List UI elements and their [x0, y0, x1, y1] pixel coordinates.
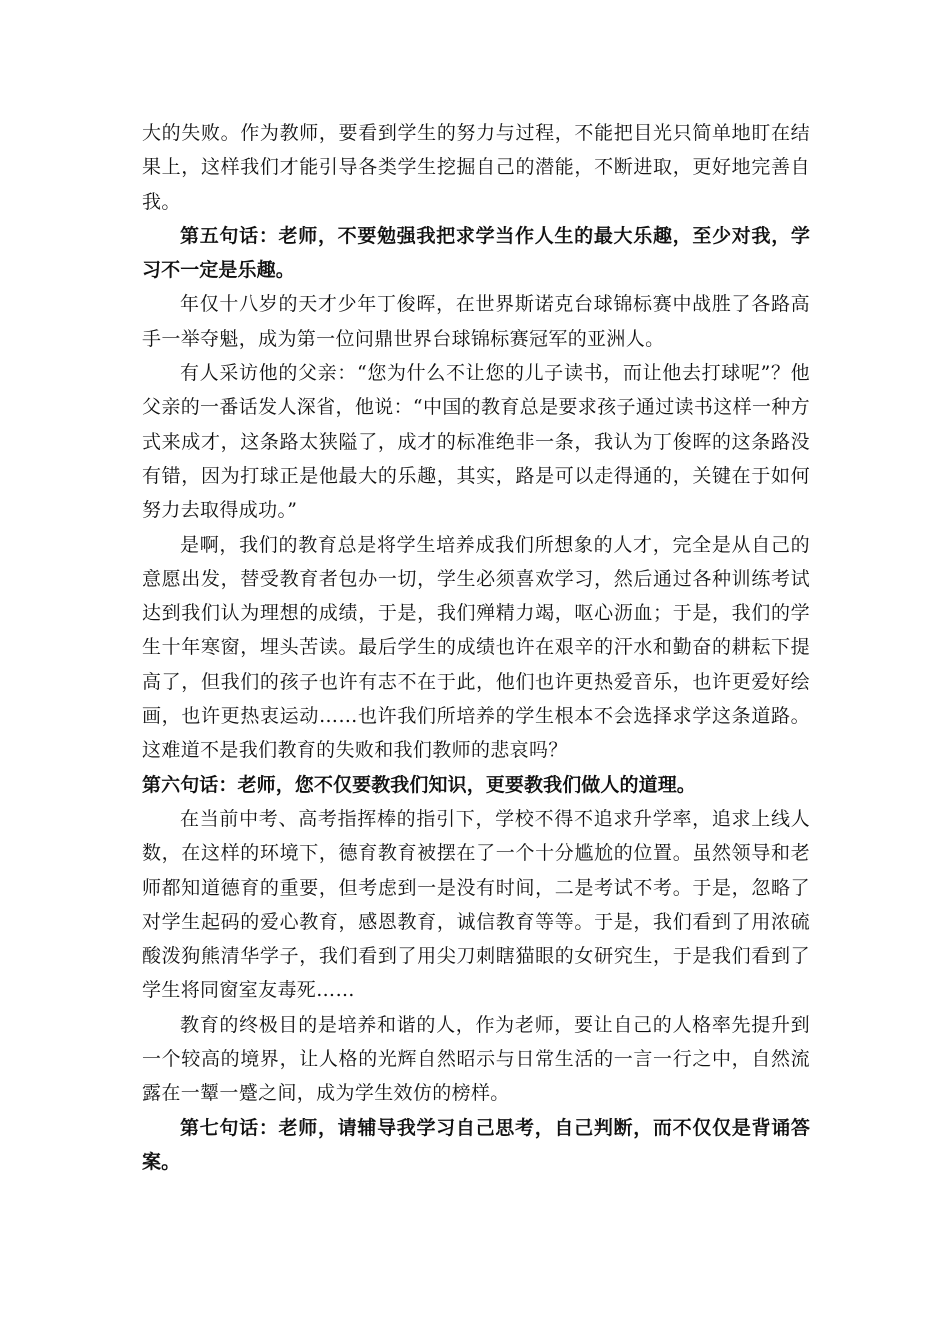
body-paragraph-ultimate-goal: 教育的终极目的是培养和谐的人，作为老师，要让自己的人格率先提升到一个较高的境界，让人格的光辉自然昭示与日常生活的一言一行之中，自然流露在一颦一蹙之间，成为学生效仿的榜样。	[142, 1013, 810, 1105]
body-paragraph-moral-education: 在当前中考、高考指挥棒的指引下，学校不得不追求升学率，追求上线人数，在这样的环境下，德育教育被摆在了一个十分尴尬的位置。虽然领导和老师都知道德育的重要，但考虑到一是没有时间，二是考试不考。于是，忽略了对学生起码的爱心教育，感恩教育，诚信教育等等。于是，我们看到了用浓硫酸泼狗熊清华学子，我们看到了用尖刀刺瞎猫眼的女研究生，于是我们看到了学生将同窗室友毒死……	[142, 807, 810, 1002]
heading-fifth-sentence: 第五句话：老师，不要勉强我把求学当作人生的最大乐趣，至少对我，学习不一定是乐趣。	[142, 224, 810, 282]
heading-seventh-sentence: 第七句话：老师，请辅导我学习自己思考，自己判断，而不仅仅是背诵答案。	[142, 1116, 810, 1173]
heading-sixth-sentence: 第六句话：老师，您不仅要教我们知识，更要教我们做人的道理。	[142, 773, 696, 796]
document-body	[142, 116, 810, 1179]
body-paragraph-1: 大的失败。作为教师，要看到学生的努力与过程，不能把目光只简单地盯在结果上，这样我们才能引导各类学生挖掘自己的潜能，不断进取，更好地完善自我。	[142, 122, 810, 213]
body-paragraph-education-reflection: 是啊，我们的教育总是将学生培养成我们所想象的人才，完全是从自己的意愿出发，替受教育者包办一切，学生必须喜欢学习，然后通过各种训练考试达到我们认为理想的成绩，于是，我们殚精力竭，呕心沥血；于是，我们的学生十年寒窗，埋头苦读。最后学生的成绩也许在艰辛的汗水和勤奋的耕耘下提高了，但我们的孩子也许有志不在于此，他们也许更热爱音乐，也许更爱好绘画，也许更热衷运动……也许我们所培养的学生根本不会选择求学这条道路。这难道不是我们教育的失败和我们教师的悲哀吗？	[142, 533, 810, 762]
body-paragraph-father-interview: 有人采访他的父亲：“您为什么不让您的儿子读书，而让他去打球呢”？他父亲的一番话发人深省，他说：“中国的教育总是要求孩子通过读书这样一种方式来成才，这条路太狭隘了，成才的标准绝非一条，我认为丁俊晖的这条路没有错，因为打球正是他最大的乐趣，其实，路是可以走得通的，关键在于如何努力去取得成功。”	[142, 362, 810, 522]
body-paragraph-ding-junhui: 年仅十八岁的天才少年丁俊晖，在世界斯诺克台球锦标赛中战胜了各路高手一举夺魁，成为第一位问鼎世界台球锦标赛冠军的亚洲人。	[142, 293, 810, 350]
